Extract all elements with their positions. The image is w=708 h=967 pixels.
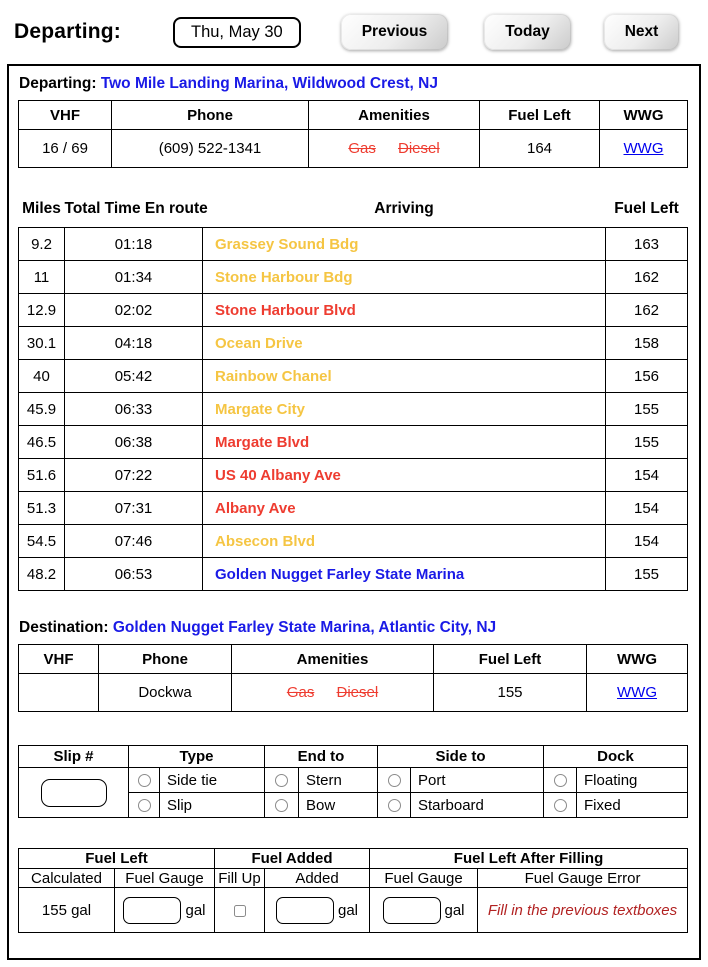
fuel-gauge-error-header: Fuel Gauge Error — [478, 869, 688, 888]
side-to-port-radio[interactable] — [388, 774, 401, 787]
route-row — [19, 360, 688, 393]
fill-up-cell — [215, 888, 265, 933]
diesel-amenity: Diesel — [398, 140, 440, 157]
fuel-gauge-error-cell — [478, 888, 688, 933]
trip-panel — [7, 64, 701, 960]
gas-amenity: Gas — [286, 684, 315, 701]
slip-number-cell — [19, 768, 129, 818]
departing-wwg-link[interactable]: WWG — [623, 140, 664, 157]
fuel-left-header: Fuel Left — [434, 645, 587, 674]
type-slip-radio-cell — [129, 793, 160, 818]
fuel-group-header-row — [19, 849, 688, 869]
phone-header: Phone — [99, 645, 232, 674]
route-cell-time: 05:42 — [65, 360, 203, 393]
end-to-bow-radio[interactable] — [275, 799, 288, 812]
route-cell-miles: 51.3 — [19, 492, 65, 525]
route-cell-time: 06:53 — [65, 558, 203, 591]
fuel-data-row — [19, 888, 688, 933]
slip-number-input[interactable] — [41, 779, 107, 807]
phone-header: Phone — [112, 101, 309, 130]
route-cell-fuel: 155 — [606, 426, 688, 459]
dock-fixed-label: Fixed — [577, 793, 688, 818]
fuel-left-group-header: Fuel Left — [19, 849, 215, 869]
side-to-starboard-radio[interactable] — [388, 799, 401, 812]
route-row — [19, 261, 688, 294]
fill-up-checkbox[interactable] — [234, 905, 246, 917]
amenities-header: Amenities — [232, 645, 434, 674]
type-side-tie-label: Side tie — [160, 768, 265, 793]
side-to-header: Side to — [378, 746, 544, 768]
route-cell-miles: 46.5 — [19, 426, 65, 459]
fuel-gauge-cell — [115, 888, 215, 933]
fuel-table — [18, 848, 688, 933]
destination-amenities-cell — [232, 674, 434, 712]
route-cell-time: 04:18 — [65, 327, 203, 360]
departing-marina-name: Two Mile Landing Marina, Wildwood Crest, NJ — [100, 75, 438, 92]
calculated-header: Calculated — [19, 869, 115, 888]
side-to-port-radio-cell — [378, 768, 411, 793]
end-to-stern-radio-cell — [265, 768, 299, 793]
route-cell-fuel: 155 — [606, 558, 688, 591]
route-cell-miles: 12.9 — [19, 294, 65, 327]
route-cell-fuel: 155 — [606, 393, 688, 426]
dock-fixed-radio-cell — [544, 793, 577, 818]
wwg-header: WWG — [587, 645, 688, 674]
side-to-port-label: Port — [411, 768, 544, 793]
fuel-gauge-after-header: Fuel Gauge — [370, 869, 478, 888]
type-side-tie-radio[interactable] — [138, 774, 151, 787]
departing-section-title — [19, 75, 690, 93]
route-row — [19, 294, 688, 327]
page-title: Departing: — [14, 20, 121, 43]
departing-wwg-cell — [600, 130, 688, 168]
dock-floating-radio-cell — [544, 768, 577, 793]
total-time-header: Total Time En route — [64, 200, 208, 217]
destination-info-table — [18, 644, 688, 712]
route-cell-miles: 9.2 — [19, 228, 65, 261]
calculated-fuel-value: 155 gal — [19, 888, 115, 933]
route-cell-arriving: Ocean Drive — [203, 327, 606, 360]
destination-phone-value: Dockwa — [99, 674, 232, 712]
fuel-added-group-header: Fuel Added — [215, 849, 370, 869]
fuel-gauge-after-input[interactable] — [383, 897, 441, 924]
route-cell-fuel: 162 — [606, 261, 688, 294]
route-cell-time: 01:34 — [65, 261, 203, 294]
slip-table — [18, 745, 688, 818]
route-table-body — [19, 228, 688, 591]
fuel-gauge-header: Fuel Gauge — [115, 869, 215, 888]
destination-label: Destination: — [19, 619, 109, 636]
gal-unit-label: gal — [444, 901, 465, 919]
departing-vhf-value: 16 / 69 — [19, 130, 112, 168]
departing-info-table — [18, 100, 688, 168]
fuel-gauge-error-message: Fill in the previous textboxes — [487, 901, 678, 919]
slip-number-header: Slip # — [19, 746, 129, 768]
route-row — [19, 492, 688, 525]
departing-label: Departing: — [19, 75, 97, 92]
gal-unit-label: gal — [185, 901, 206, 919]
route-cell-time: 07:22 — [65, 459, 203, 492]
previous-day-button[interactable]: Previous — [341, 14, 448, 50]
route-cell-miles: 40 — [19, 360, 65, 393]
route-cell-time: 07:46 — [65, 525, 203, 558]
route-cell-time: 06:38 — [65, 426, 203, 459]
departing-info-header-row — [19, 101, 688, 130]
route-cell-fuel: 154 — [606, 492, 688, 525]
fuel-gauge-input[interactable] — [123, 897, 181, 924]
amenities-header: Amenities — [309, 101, 480, 130]
fuel-sub-header-row — [19, 869, 688, 888]
dock-floating-radio[interactable] — [554, 774, 567, 787]
route-cell-fuel: 156 — [606, 360, 688, 393]
route-cell-arriving: Absecon Blvd — [203, 525, 606, 558]
route-header-row — [19, 200, 688, 228]
route-cell-time: 01:18 — [65, 228, 203, 261]
destination-marina-name: Golden Nugget Farley State Marina, Atlantic City, NJ — [112, 619, 497, 636]
dock-floating-label: Floating — [577, 768, 688, 793]
route-cell-arriving: Stone Harbour Blvd — [203, 294, 606, 327]
route-cell-miles: 11 — [19, 261, 65, 294]
destination-info-header-row — [19, 645, 688, 674]
departing-amenities-cell — [309, 130, 480, 168]
route-cell-fuel: 154 — [606, 459, 688, 492]
route-row — [19, 228, 688, 261]
route-row — [19, 459, 688, 492]
route-cell-arriving: Golden Nugget Farley State Marina — [203, 558, 606, 591]
next-day-button[interactable]: Next — [604, 14, 680, 50]
end-to-stern-radio[interactable] — [275, 774, 288, 787]
destination-fuel-left-value: 155 — [434, 674, 587, 712]
slip-option-row — [19, 768, 688, 793]
route-cell-fuel: 163 — [606, 228, 688, 261]
route-row — [19, 327, 688, 360]
gas-amenity: Gas — [348, 140, 376, 157]
diesel-amenity: Diesel — [336, 684, 379, 701]
date-picker-button[interactable]: Thu, May 30 — [173, 17, 301, 48]
route-row — [19, 393, 688, 426]
departing-info-row — [19, 130, 688, 168]
destination-vhf-value — [19, 674, 99, 712]
type-slip-label: Slip — [160, 793, 265, 818]
dock-header: Dock — [544, 746, 688, 768]
fuel-after-filling-group-header: Fuel Left After Filling — [370, 849, 688, 869]
route-cell-arriving: Grassey Sound Bdg — [203, 228, 606, 261]
destination-info-row — [19, 674, 688, 712]
gal-unit-label: gal — [337, 901, 359, 919]
type-side-tie-radio-cell — [129, 768, 160, 793]
route-cell-fuel: 154 — [606, 525, 688, 558]
topbar — [0, 0, 708, 52]
route-cell-miles: 45.9 — [19, 393, 65, 426]
end-to-bow-radio-cell — [265, 793, 299, 818]
route-cell-miles: 48.2 — [19, 558, 65, 591]
fuel-added-cell — [265, 888, 370, 933]
added-header: Added — [265, 869, 370, 888]
arriving-header: Arriving — [374, 200, 434, 217]
departing-fuel-left-value: 164 — [480, 130, 600, 168]
destination-wwg-cell — [587, 674, 688, 712]
side-to-starboard-label: Starboard — [411, 793, 544, 818]
route-cell-arriving: Rainbow Chanel — [203, 360, 606, 393]
route-cell-arriving: Stone Harbour Bdg — [203, 261, 606, 294]
end-to-stern-label: Stern — [299, 768, 378, 793]
route-row — [19, 525, 688, 558]
today-button[interactable]: Today — [484, 14, 571, 50]
destination-section-title — [19, 619, 690, 637]
route-fuel-left-header: Fuel Left — [614, 200, 679, 217]
route-cell-miles: 30.1 — [19, 327, 65, 360]
route-cell-arriving: Margate Blvd — [203, 426, 606, 459]
type-header: Type — [129, 746, 265, 768]
route-cell-arriving: Albany Ave — [203, 492, 606, 525]
route-row — [19, 426, 688, 459]
route-cell-arriving: Margate City — [203, 393, 606, 426]
route-cell-miles: 51.6 — [19, 459, 65, 492]
route-cell-time: 06:33 — [65, 393, 203, 426]
fill-up-header: Fill Up — [215, 869, 265, 888]
departing-phone-value: (609) 522-1341 — [112, 130, 309, 168]
route-cell-fuel: 162 — [606, 294, 688, 327]
fuel-left-header: Fuel Left — [480, 101, 600, 130]
fuel-added-input[interactable] — [276, 897, 334, 924]
dock-fixed-radio[interactable] — [554, 799, 567, 812]
type-slip-radio[interactable] — [138, 799, 151, 812]
end-to-bow-label: Bow — [299, 793, 378, 818]
slip-header-row — [19, 746, 688, 768]
vhf-header: VHF — [19, 101, 112, 130]
vhf-header: VHF — [19, 645, 99, 674]
end-to-header: End to — [265, 746, 378, 768]
route-cell-time: 07:31 — [65, 492, 203, 525]
route-cell-fuel: 158 — [606, 327, 688, 360]
route-cell-miles: 54.5 — [19, 525, 65, 558]
wwg-header: WWG — [600, 101, 688, 130]
side-to-starboard-radio-cell — [378, 793, 411, 818]
destination-wwg-link[interactable]: WWG — [617, 684, 657, 701]
miles-header: Miles — [22, 200, 61, 217]
route-cell-arriving: US 40 Albany Ave — [203, 459, 606, 492]
fuel-gauge-after-cell — [370, 888, 478, 933]
route-table — [18, 200, 688, 591]
route-cell-time: 02:02 — [65, 294, 203, 327]
route-row — [19, 558, 688, 591]
